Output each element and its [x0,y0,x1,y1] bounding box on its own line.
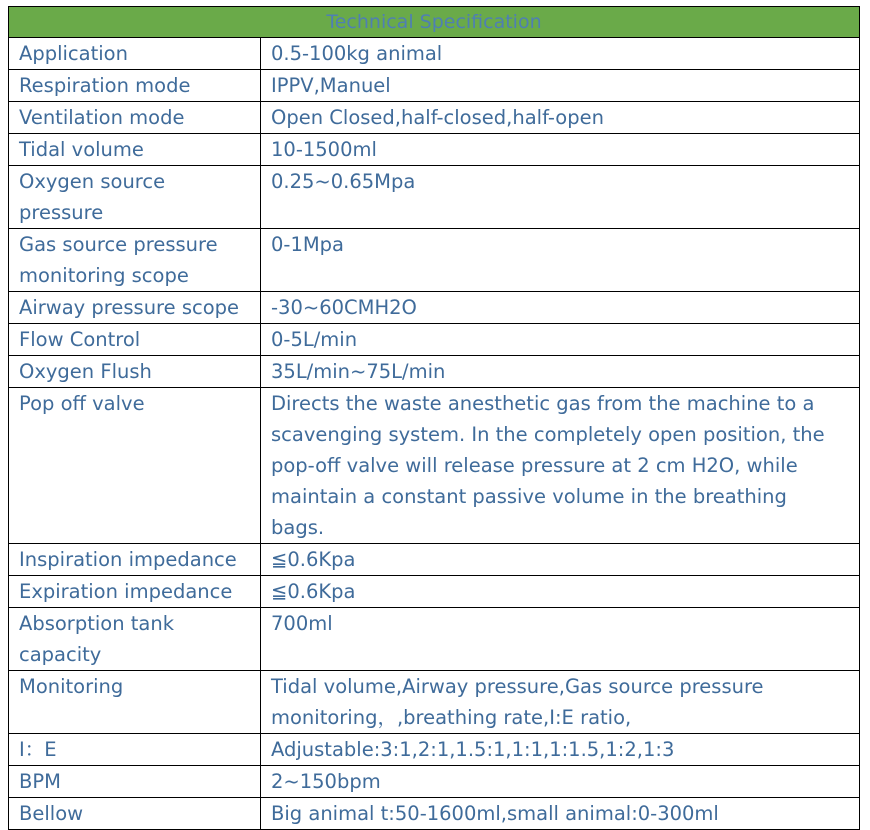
table-title: Technical Specification [9,7,860,38]
table-row [9,38,860,70]
spec-value: Open Closed,half-closed,half-open [261,102,860,134]
spec-table [8,6,860,830]
spec-name: Respiration mode [9,70,261,102]
spec-name: Application [9,38,261,70]
spec-value: IPPV,Manuel [261,70,860,102]
table-row [9,166,860,229]
table-row [9,576,860,608]
table-row [9,544,860,576]
spec-name: Pop off valve [9,388,261,544]
table-row [9,388,860,544]
spec-name: BPM [9,766,261,798]
table-row [9,734,860,766]
spec-value: Directs the waste anesthetic gas from the machine to a scavenging system. In the completely open position, the pop-off valve will release pressure at 2 cm H2O, while maintain a constant passive volume in the breathing bags. [261,388,860,544]
table-row [9,356,860,388]
spec-value: Big animal t:50-1600ml,small animal:0-300ml [261,798,860,830]
spec-value: 35L/min~75L/min [261,356,860,388]
spec-value: 2~150bpm [261,766,860,798]
table-row [9,324,860,356]
spec-value: 0-5L/min [261,324,860,356]
spec-name: Oxygen Flush [9,356,261,388]
spec-name: Bellow [9,798,261,830]
spec-name: Flow Control [9,324,261,356]
spec-value: 0.5-100kg animal [261,38,860,70]
spec-value: 0-1Mpa [261,229,860,292]
table-row [9,70,860,102]
table-row [9,766,860,798]
spec-name: Tidal volume [9,134,261,166]
spec-value: 700ml [261,608,860,671]
spec-value: ≦0.6Kpa [261,544,860,576]
spec-value: ≦0.6Kpa [261,576,860,608]
spec-name: Absorption tank capacity [9,608,261,671]
title-row [9,7,860,38]
spec-name: I：E [9,734,261,766]
spec-name: Ventilation mode [9,102,261,134]
spec-name: Gas source pressure monitoring scope [9,229,261,292]
spec-value: Tidal volume,Airway pressure,Gas source pressure monitoring，,breathing rate,I:E ratio, [261,671,860,734]
table-row [9,292,860,324]
table-row [9,671,860,734]
spec-name: Expiration impedance [9,576,261,608]
table-row [9,102,860,134]
spec-name: Inspiration impedance [9,544,261,576]
spec-name: Monitoring [9,671,261,734]
table-row [9,229,860,292]
table-row [9,134,860,166]
table-row [9,608,860,671]
spec-name: Oxygen source pressure [9,166,261,229]
table-row [9,798,860,830]
spec-value: -30~60CMH2O [261,292,860,324]
spec-value: 10-1500ml [261,134,860,166]
spec-value: 0.25~0.65Mpa [261,166,860,229]
spec-value: Adjustable:3:1,2:1,1.5:1,1:1,1:1.5,1:2,1:3 [261,734,860,766]
spec-name: Airway pressure scope [9,292,261,324]
